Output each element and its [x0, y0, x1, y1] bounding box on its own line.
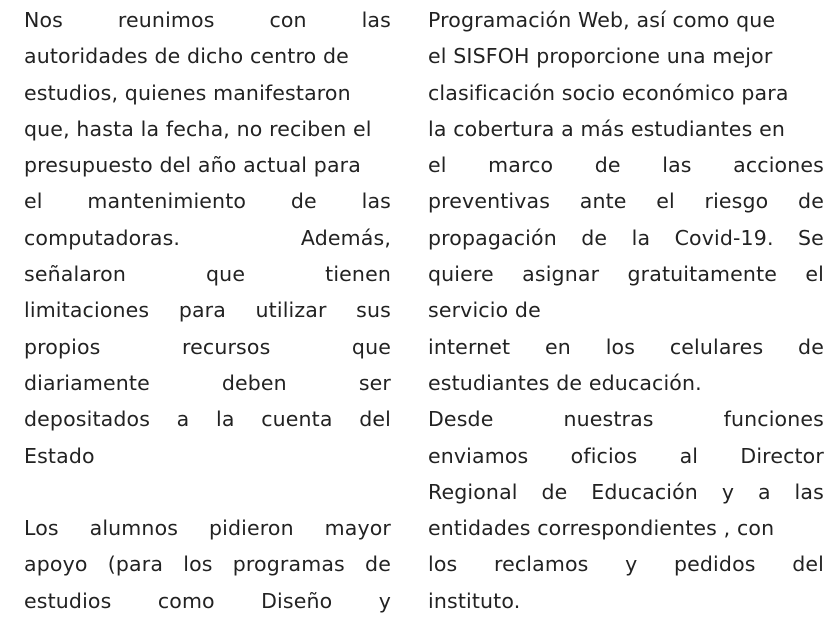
paragraph-gap — [24, 474, 391, 510]
text-line: diariamente deben ser — [24, 370, 391, 395]
text-line: instituto. — [428, 588, 521, 613]
paragraph — [24, 2, 391, 474]
text-line: Estado — [24, 443, 95, 468]
text-line: enviamos oficios al Director — [428, 443, 824, 468]
text-line: autoridades de dicho centro de — [24, 44, 349, 69]
text-line: señalaron que tienen — [24, 262, 391, 287]
text-line: estudios, quienes manifestaron — [24, 80, 351, 105]
text-line: presupuesto del año actual para — [24, 153, 361, 178]
text-line: Los alumnos pidieron mayor — [24, 516, 391, 541]
text-line: el marco de las acciones — [428, 153, 824, 178]
text-line: depositados a la cuenta del — [24, 407, 391, 432]
text-line: los reclamos y pedidos del — [428, 552, 824, 577]
paragraph — [428, 2, 824, 329]
text-line: el SISFOH proporcione una mejor — [428, 44, 773, 69]
text-line: servicio de — [428, 298, 541, 323]
text-line: entidades correspondientes , con — [428, 516, 775, 541]
text-line: apoyo (para los programas de — [24, 552, 391, 577]
text-line: Programación Web, así como que — [428, 8, 776, 32]
text-line: propios recursos que — [24, 334, 391, 359]
text-line: Desde nuestras funciones — [428, 407, 824, 432]
paragraph — [24, 510, 391, 619]
text-line: clasificación socio económico para — [428, 80, 789, 105]
text-line: propagación de la Covid-19. Se — [428, 225, 824, 250]
right-text-column — [428, 2, 824, 619]
paragraph — [428, 401, 824, 619]
left-text-column — [24, 2, 391, 619]
text-line: Nos reunimos con las — [24, 8, 391, 32]
text-line: internet en los celulares de — [428, 334, 824, 359]
text-line: la cobertura a más estudiantes en — [428, 116, 785, 141]
text-line: estudios como Diseño y — [24, 588, 391, 613]
text-line: quiere asignar gratuitamente el — [428, 262, 824, 287]
text-line: que, hasta la fecha, no reciben el — [24, 116, 372, 141]
text-line: el mantenimiento de las — [24, 189, 391, 214]
paragraph — [428, 329, 824, 402]
text-line: estudiantes de educación. — [428, 370, 702, 395]
text-line: computadoras. Además, — [24, 225, 391, 250]
text-line: Regional de Educación y a las — [428, 479, 824, 504]
text-line: limitaciones para utilizar sus — [24, 298, 391, 323]
text-line: preventivas ante el riesgo de — [428, 189, 824, 214]
